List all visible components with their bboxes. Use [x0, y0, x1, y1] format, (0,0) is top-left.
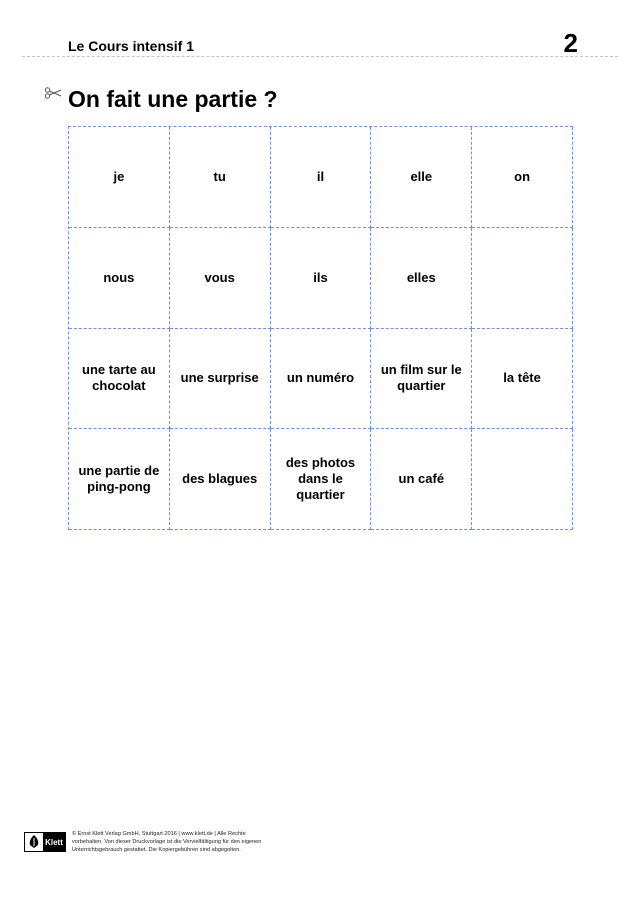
unit-number: 2 [563, 28, 578, 58]
card: il [271, 127, 372, 228]
card: on [472, 127, 573, 228]
page-footer [24, 830, 304, 856]
card-empty [472, 228, 573, 329]
klett-emblem-icon [25, 833, 43, 851]
card: je [69, 127, 170, 228]
card: nous [69, 228, 170, 329]
card: vous [170, 228, 271, 329]
book-title: Le Cours intensif 1 [68, 38, 195, 54]
card: un café [371, 429, 472, 530]
scissors-icon [44, 86, 62, 100]
header-divider [22, 56, 618, 57]
card: elle [371, 127, 472, 228]
card: une tarte au chocolat [69, 329, 170, 430]
card: un numéro [271, 329, 372, 430]
card: une partie de ping-pong [69, 429, 170, 530]
card: des photos dans le quartier [271, 429, 372, 530]
copyright-line: Unterrichtsgebrauch gestattet. Die Kopiergebühren sind abgegolten. [72, 847, 241, 853]
card: ils [271, 228, 372, 329]
card: un film sur le quartier [371, 329, 472, 430]
page-header [68, 28, 578, 58]
copyright-line: vorbehalten. Von dieser Druckvorlage ist die Vervielfältigung für den eigenen [72, 839, 262, 845]
sheet-title: On fait une partie ? [68, 86, 278, 112]
copyright-line: © Ernst Klett Verlag GmbH, Stuttgart 2016 | www.klett.de | Alle Rechte [72, 831, 246, 837]
card: une surprise [170, 329, 271, 430]
card: des blagues [170, 429, 271, 530]
card: la tête [472, 329, 573, 430]
card: elles [371, 228, 472, 329]
klett-logo [24, 832, 66, 852]
card-grid [68, 126, 573, 530]
card-empty [472, 429, 573, 530]
copyright-notice [72, 830, 292, 854]
card: tu [170, 127, 271, 228]
klett-logo-text: Klett [43, 833, 65, 851]
